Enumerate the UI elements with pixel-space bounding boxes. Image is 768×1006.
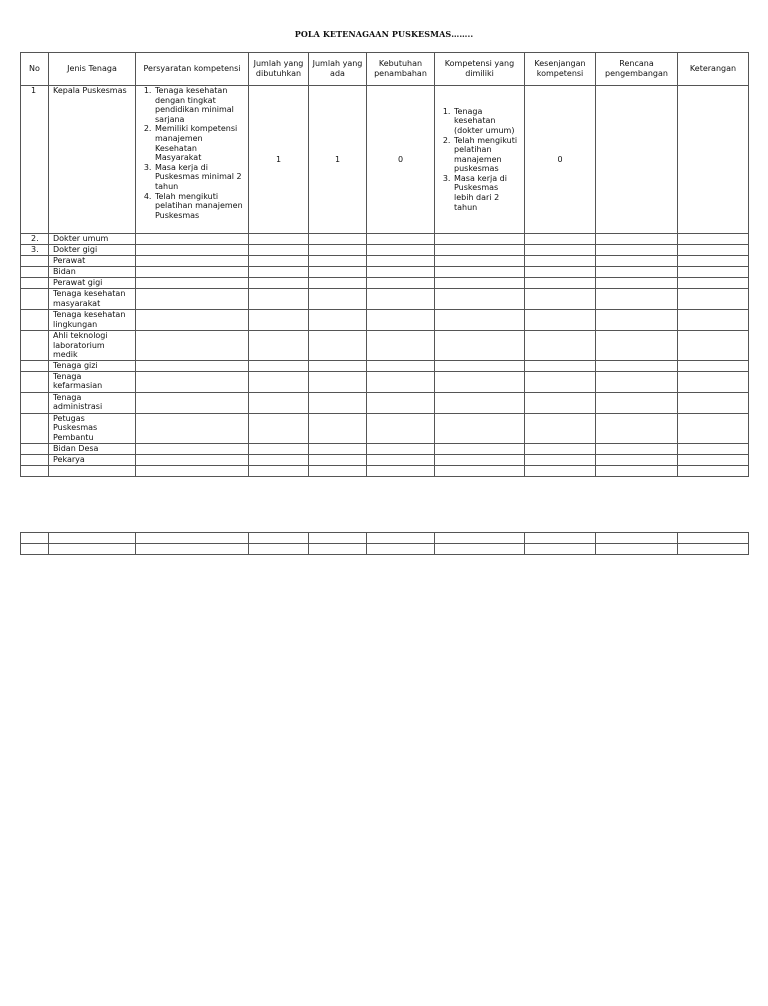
- table-row: [21, 331, 749, 361]
- persyaratan-list: [140, 86, 244, 220]
- header-persyaratan: Persyaratan kompetensi: [136, 53, 249, 86]
- cell-no: [21, 289, 49, 310]
- table-row: [21, 465, 749, 476]
- cell-jenis: Tenaga administrasi: [49, 392, 136, 413]
- cell-jenis: Dokter umum: [49, 234, 136, 245]
- cell-jenis: Tenaga kesehatan masyarakat: [49, 289, 136, 310]
- document-title: POLA KETENAGAAN PUSKESMAS……..: [294, 29, 474, 39]
- cell-jumlah-dibutuhkan: 1: [249, 86, 309, 234]
- table-row: [21, 234, 749, 245]
- cell-jenis: Petugas Puskesmas Pembantu: [49, 413, 136, 443]
- table-row: [21, 443, 749, 454]
- list-item: 3. Masa kerja di Puskesmas minimal 2 tahun: [154, 163, 244, 192]
- cell-no: [21, 443, 49, 454]
- header-jumlah-ada: Jumlah yang ada: [309, 53, 367, 86]
- table-row: [21, 310, 749, 331]
- list-item: 1. Tenaga kesehatan dengan tingkat pendidikan minimal sarjana: [154, 86, 244, 124]
- cell-no: [21, 454, 49, 465]
- table-row: [21, 392, 749, 413]
- cell-no: 1: [21, 86, 49, 234]
- list-item: 3. Masa kerja di Puskesmas lebih dari 2 tahun: [453, 174, 520, 212]
- cell-jenis: Dokter gigi: [49, 245, 136, 256]
- header-jumlah-dibutuhkan: Jumlah yang dibutuhkan: [249, 53, 309, 86]
- cell-jenis: Tenaga kesehatan lingkungan: [49, 310, 136, 331]
- table-row: [21, 278, 749, 289]
- cell-no: [21, 331, 49, 361]
- header-kesenjangan: Kesenjangan kompetensi: [525, 53, 596, 86]
- cell-rencana: [596, 86, 678, 234]
- table-row: [21, 256, 749, 267]
- cell-no: [21, 544, 49, 555]
- table-row: [21, 371, 749, 392]
- header-kompetensi-dimiliki: Kompetensi yang dimiliki: [435, 53, 525, 86]
- list-item: 2. Telah mengikuti pelatihan manajemen puskesmas: [453, 136, 520, 174]
- cell-no: [21, 533, 49, 544]
- cell-keterangan: [678, 86, 749, 234]
- table-row: [21, 413, 749, 443]
- cell-jumlah-ada: 1: [309, 86, 367, 234]
- cell-no: [21, 360, 49, 371]
- header-no: No: [21, 53, 49, 86]
- cell-persyaratan: [136, 86, 249, 234]
- list-item: 1. Tenaga kesehatan (dokter umum): [453, 107, 520, 136]
- cell-no: [21, 278, 49, 289]
- list-item: 2. Memiliki kompetensi manajemen Kesehatan Masyarakat: [154, 124, 244, 162]
- cell-kesenjangan: 0: [525, 86, 596, 234]
- table-row: [21, 360, 749, 371]
- cell-no: [21, 465, 49, 476]
- cell-no: [21, 413, 49, 443]
- table-row: [21, 454, 749, 465]
- cell-no: [21, 256, 49, 267]
- cell-jenis: Perawat: [49, 256, 136, 267]
- cell-jenis: Bidan Desa: [49, 443, 136, 454]
- header-keterangan: Keterangan: [678, 53, 749, 86]
- table-row: [21, 544, 749, 555]
- cell-jenis: [49, 533, 136, 544]
- cell-no: [21, 310, 49, 331]
- cell-no: [21, 392, 49, 413]
- staffing-table: [20, 52, 749, 477]
- kompetensi-list: [439, 107, 520, 213]
- cell-jenis: Perawat gigi: [49, 278, 136, 289]
- cell-jenis: Ahli teknologi laboratorium medik: [49, 331, 136, 361]
- header-jenis-tenaga: Jenis Tenaga: [49, 53, 136, 86]
- cell-jenis: Tenaga gizi: [49, 360, 136, 371]
- cell-kebutuhan: 0: [367, 86, 435, 234]
- cell-kompetensi-dimiliki: [435, 86, 525, 234]
- cell-no: 3.: [21, 245, 49, 256]
- cell-jenis: Pekarya: [49, 454, 136, 465]
- cell-jenis: [49, 465, 136, 476]
- table-row: [21, 533, 749, 544]
- list-item: 4. Telah mengikuti pelatihan manajemen Puskesmas: [154, 192, 244, 221]
- header-rencana: Rencana pengembangan: [596, 53, 678, 86]
- cell-jenis: Kepala Puskesmas: [49, 86, 136, 234]
- table-row: [21, 245, 749, 256]
- cell-jenis: Bidan: [49, 267, 136, 278]
- cell-no: [21, 267, 49, 278]
- table-row: [21, 289, 749, 310]
- table-row: [21, 267, 749, 278]
- cell-no: 2.: [21, 234, 49, 245]
- extra-table: [20, 532, 749, 555]
- cell-no: [21, 371, 49, 392]
- cell-jenis: Tenaga kefarmasian: [49, 371, 136, 392]
- table-row: [21, 86, 749, 234]
- header-kebutuhan: Kebutuhan penambahan: [367, 53, 435, 86]
- cell-jenis: [49, 544, 136, 555]
- table-header-row: [21, 53, 749, 86]
